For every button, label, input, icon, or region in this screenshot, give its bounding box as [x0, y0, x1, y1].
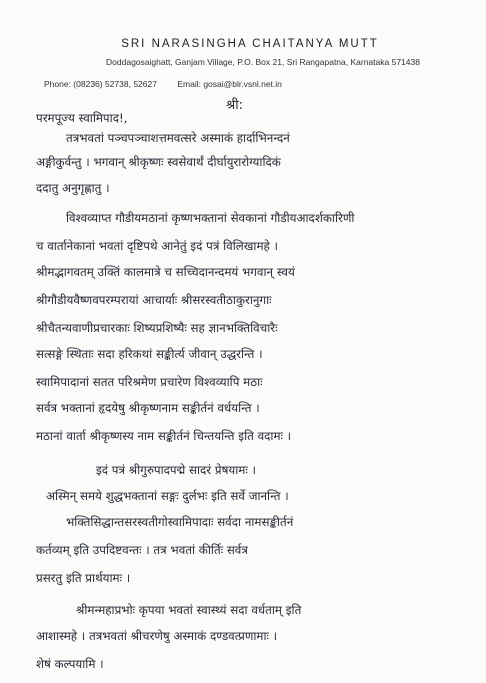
invocation: श्री: — [226, 98, 243, 113]
letter-line: शेषं कल्पयामि । — [36, 657, 104, 671]
letter-line: सत्सङ्गे स्थिताः सदा हरिकथां सङ्कीर्त्य जीवान् उद्धरन्ति । — [36, 347, 263, 361]
letter-line: श्रीचैतन्यवाणीप्रचारकाः शिष्यप्रशिष्यैः सह ज्ञानभक्तिविचारैः — [36, 321, 278, 335]
contact-line — [44, 78, 282, 90]
letter-line: विश्वव्याप्त गौडीयमठानां कृष्णभक्तानां सेवकानां गौडीयआदर्शकारिणी — [66, 211, 355, 225]
letter-line: स्वामिपादानां सतत परिश्रमेण प्रचारेण विश्वव्यापि मठाः — [36, 375, 263, 389]
letter-line: मठानां वार्ता श्रीकृष्णस्य नाम सङ्कीर्तनं चिन्तयन्ति इति वदामः । — [36, 429, 292, 443]
letter-line: सर्वत्र भक्तानां हृदयेषु श्रीकृष्णनाम सङ्कीर्तनं वर्धयन्ति । — [36, 401, 260, 415]
letter-line: प्रसरतु इति प्रार्थयामः । — [36, 571, 131, 585]
phone-number: Phone: (08236) 52738, 52627 — [44, 79, 157, 89]
letter-line: श्रीमन्महाप्रभोः कृपया भवतां स्वास्थ्यं सदा वर्धताम् इति — [76, 603, 302, 617]
email-address: Email: gosai@blr.vsnl.net.in — [177, 79, 282, 89]
letter-line: तत्रभवतां पञ्चपञ्चाशत्तमवत्सरे अस्माकं हार्दाभिनन्दनं — [66, 131, 290, 145]
letter-line: ददातु अनुगृह्णातु । — [36, 181, 110, 195]
letter-line: इदं पत्रं श्रीगुरुपादपद्मे सादरं प्रेषयामः । — [96, 463, 256, 477]
organization-address: Doddagosaighatt, Ganjam Village, P.O. Box 21, Sri Rangapatna, Karnataka 571438 — [106, 57, 420, 67]
letter-line: परमपूज्य स्वामिपाद!, — [36, 111, 128, 125]
letter-line: श्रीमद्भागवतम् उक्तिं कालमात्रे च सच्चिदानन्दमयं भगवान् स्वयं — [36, 265, 295, 279]
letter-line: आशास्महे । तत्रभवतां श्रीचरणेषु अस्माकं दण्डवत्प्रणामाः । — [36, 629, 278, 643]
letterhead — [0, 38, 486, 68]
letter-line: भक्तिसिद्धान्तसरस्वतीगोस्वामिपादाः सर्वदा नामसङ्कीर्तनं — [66, 515, 294, 529]
letter-line: श्रीगौडीयवैष्णवपरम्परायां आचार्याः श्रीसरस्वतीठाकुरानुगाः — [36, 293, 272, 307]
letter-line: च वार्तानेकानां भवतां दृष्टिपथे आनेतुं इदं पत्रं विलिखामहे । — [36, 239, 278, 253]
letter-line: अङ्गीकुर्वन्तु । भगवान् श्रीकृष्णः स्वसेवार्थं दीर्घायुरारोग्यादिकं — [36, 155, 281, 169]
organization-name: SRI NARASINGHA CHAITANYA MUTT — [121, 38, 379, 50]
letter-line: अस्मिन् समये शुद्धभक्तानां सङ्गः दुर्लभः इति सर्वे जानन्ति । — [46, 489, 289, 503]
letter-line: कर्तव्यम् इति उपदिष्टवन्तः । तत्र भवतां कीर्तिः सर्वत्र — [36, 543, 248, 557]
